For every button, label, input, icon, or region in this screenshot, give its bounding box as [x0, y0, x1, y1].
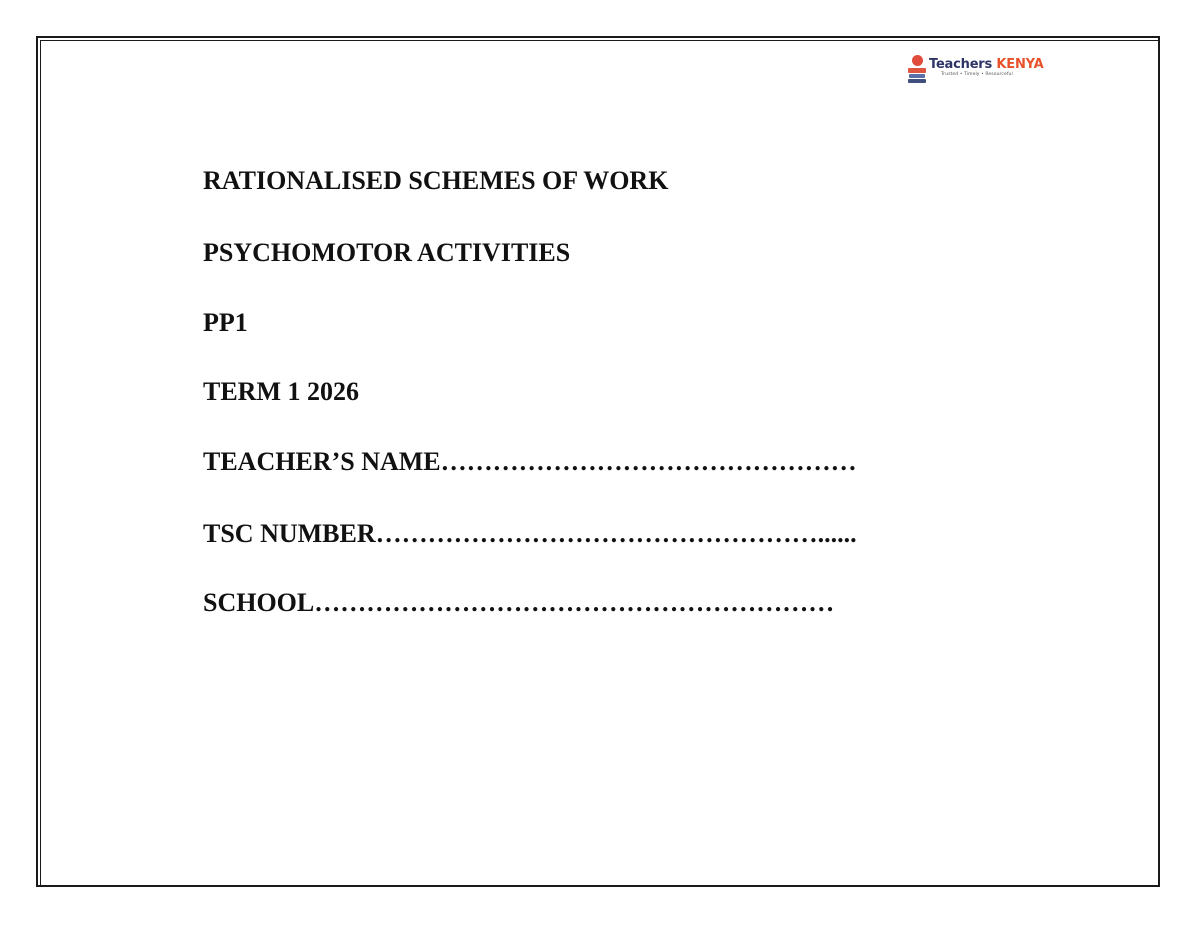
tsc-number-field: TSC NUMBER……………………………………………......: [203, 519, 857, 548]
term-heading: TERM 1 2026: [203, 377, 359, 406]
teacher-name-field: TEACHER’S NAME…………………………………………: [203, 447, 857, 476]
logo-brand: [929, 58, 1043, 71]
logo-brand-primary: Teachers: [929, 57, 993, 72]
school-field: SCHOOL……………………………………………………: [203, 588, 835, 617]
teachers-kenya-logo: [907, 55, 1043, 85]
document-title: RATIONALISED SCHEMES OF WORK: [203, 166, 669, 195]
teacher-books-icon: [907, 55, 927, 83]
grade-heading: PP1: [203, 308, 248, 337]
logo-brand-accent: KENYA: [996, 57, 1044, 72]
logo-tagline: Trusted • Timely • Resourceful: [941, 72, 1013, 77]
subject-heading: PSYCHOMOTOR ACTIVITIES: [203, 238, 571, 267]
logo-text: [929, 55, 1043, 78]
